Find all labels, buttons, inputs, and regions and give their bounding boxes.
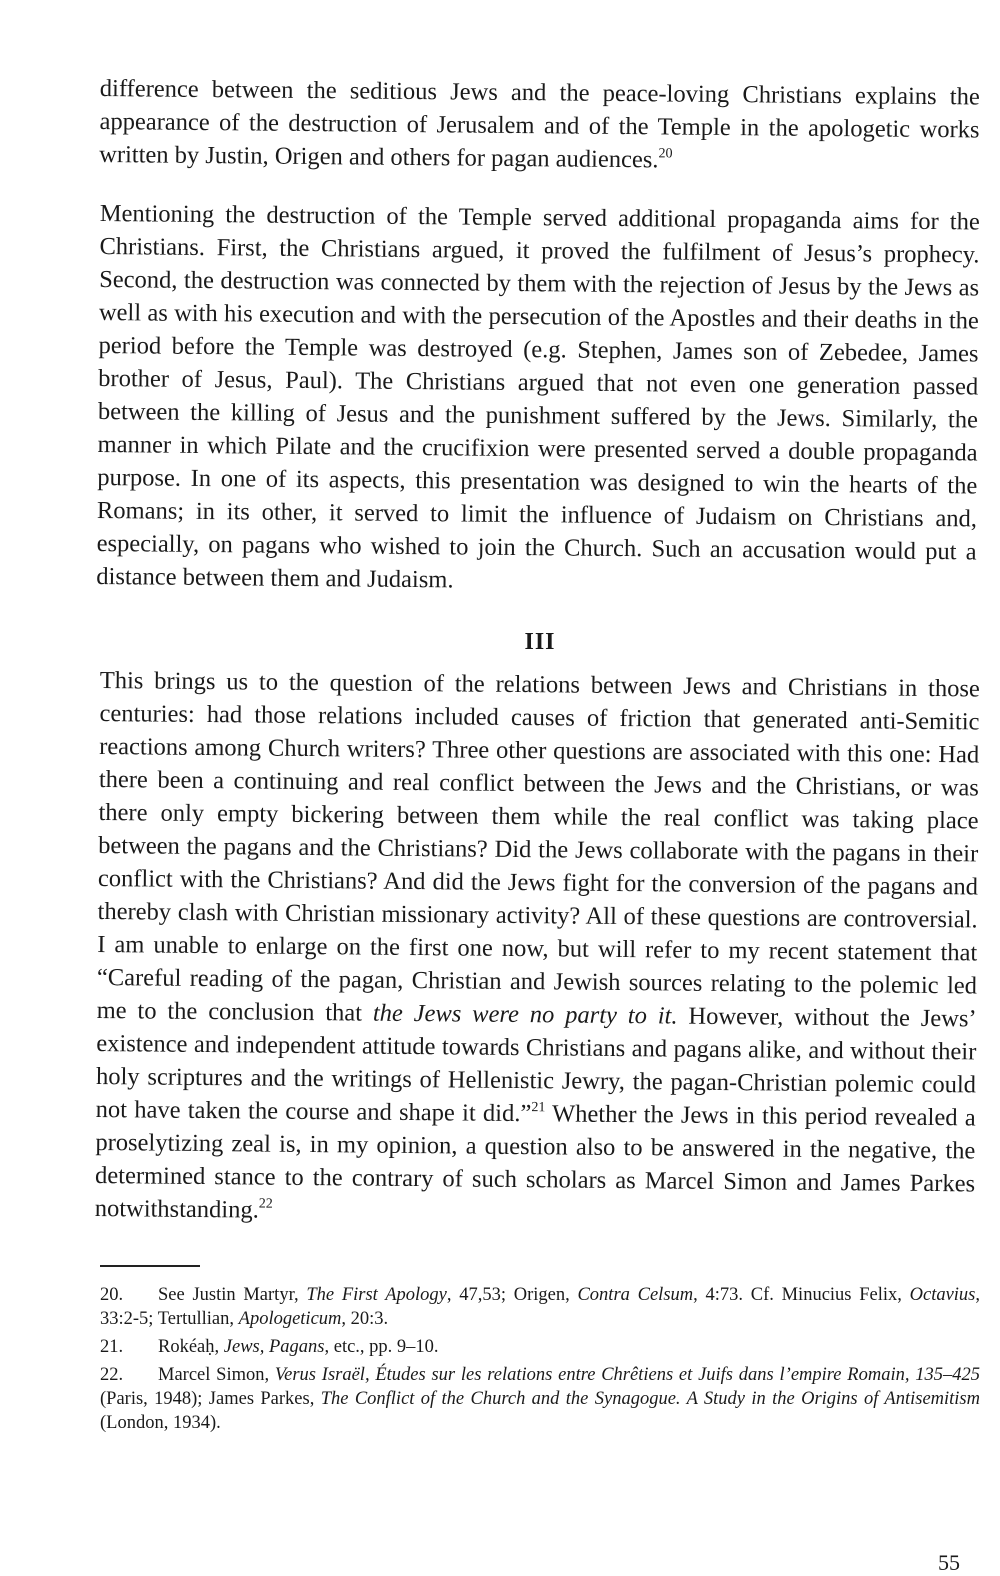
page-body — [94, 72, 981, 1439]
paragraph-2: Mentioning the destruction of the Temple served additional propaganda aims for the Christians. First, the Christians argued, it proved the fulfilment of Jesus’s prophecy. Second, the destruction was connected by them with the rejection of Jesus by the Jews as well as with his execution and with the persecution of the Apostles and their deaths in the period before the Temple was destroyed (e.g. Stephen, James son of Zebedee, James brother of Jesus, Paul). The Christians argued that not even one generation passed between the killing of Jesus and the punishment suffered by the Jews. Similarly, the manner in which Pilate and the crucifixion were presented served a double propaganda purpose. In one of its aspects, this presentation was designed to win the hearts of the Romans; in its other, it served to limit the influence of Judaism on Christians and, especially, on pagans who wished to join the Church. Such an accusation would put a distance between them and Judaism. — [96, 199, 980, 594]
footnote-20 — [100, 1283, 980, 1331]
footnote-ref-20[interactable]: 20 — [658, 146, 673, 162]
footnote-text: , 33:2-5; Tertullian, — [100, 1285, 981, 1329]
footnotes — [100, 1283, 980, 1435]
section-heading: III — [524, 629, 556, 655]
footnote-text: Rokéaḥ, — [158, 1337, 224, 1357]
footnote-number: 21. — [100, 1337, 124, 1357]
footnote-22 — [100, 1363, 980, 1435]
footnote-ref-21[interactable]: 21 — [531, 1100, 546, 1116]
footnote-text: (Paris, 1948); James Parkes, — [100, 1389, 321, 1409]
footnote-text: , 47,53; Origen, — [446, 1285, 578, 1305]
paragraph-1 — [99, 72, 980, 179]
footnote-title: The First Apology — [306, 1285, 447, 1305]
footnote-number: 20. — [100, 1285, 124, 1305]
footnote-title: Octavius — [909, 1285, 976, 1305]
footnote-text: (London, 1934). — [100, 1413, 221, 1433]
footnote-title: Jews, Pagans — [223, 1337, 325, 1357]
paragraph-3-italic: the Jews were no party to it. — [372, 999, 678, 1030]
footnote-text: , etc., pp. 9–10. — [324, 1337, 439, 1357]
footnote-title: The Conflict of the Church and the Synagogue. A Study in the Origins of Antisemitism — [320, 1389, 980, 1409]
paragraph-3-text-a: This brings us to the question of the relations between Jews and Christians in those centuries: had those relations included causes of friction that generated anti-Semitic reactions among Church writers? Three other questions are associated with this one: Had there been a continuing and real conflict between the Jews and the Christians, or was there only empty bickering between them while the real conflict was taking place between the pagans and the Christians? Did the Jews collaborate with the pagans in their conflict with the Christians? And did the Jews fight for the conversion of the pagans and thereby clash with Christian missionary activity? All of these questions are controversial. I am unable to enlarge on the first one now, but will refer to my recent statement that “Careful reading of the pagan, Christian and Jewish sources relating to the polemic led me to the conclusion that — [96, 666, 980, 1027]
paragraph-3 — [95, 664, 980, 1233]
paragraph-3-text-b: However, without the Jews’ existence and independent attitude towards Christians and pagans alike, and without their holy scriptures and the writings of Hellenistic Jewry, the pagan-Christian polemic could not have taken the course and shape it did.” — [95, 1002, 977, 1128]
paragraph-1-text: difference between the seditious Jews and the peace-loving Christians explains the appearance of the destruction of Jerusalem and of the Temple in the apologetic works written by Justin, Origen and others for pagan audiences. — [99, 74, 980, 174]
footnote-text: See Justin Martyr, — [158, 1285, 307, 1305]
footnote-divider — [100, 1265, 200, 1267]
footnote-text: , 4:73. Cf. Minucius Felix, — [693, 1285, 910, 1305]
footnote-title: Verus Israël, Études sur les relations entre Chrêtiens et Juifs dans l’empire Romain, 135–425 — [274, 1365, 980, 1385]
footnote-text: , 20:3. — [341, 1309, 389, 1329]
footnote-ref-22[interactable]: 22 — [258, 1196, 273, 1212]
page-number: 55 — [938, 1550, 960, 1575]
paragraph-3-text-c: Whether the Jews in this period revealed a proselytizing zeal is, in my opinion, a question also to be answered in the negative, the determined stance to the contrary of such scholars as Marcel Simon and James Parkes notwithstanding. — [94, 1100, 976, 1224]
footnote-number: 22. — [100, 1365, 124, 1385]
footnote-title: Apologeticum — [238, 1309, 342, 1329]
footnote-title: Contra Celsum — [577, 1285, 694, 1305]
footnote-21 — [100, 1335, 980, 1359]
footnote-text: Marcel Simon, — [158, 1365, 275, 1385]
